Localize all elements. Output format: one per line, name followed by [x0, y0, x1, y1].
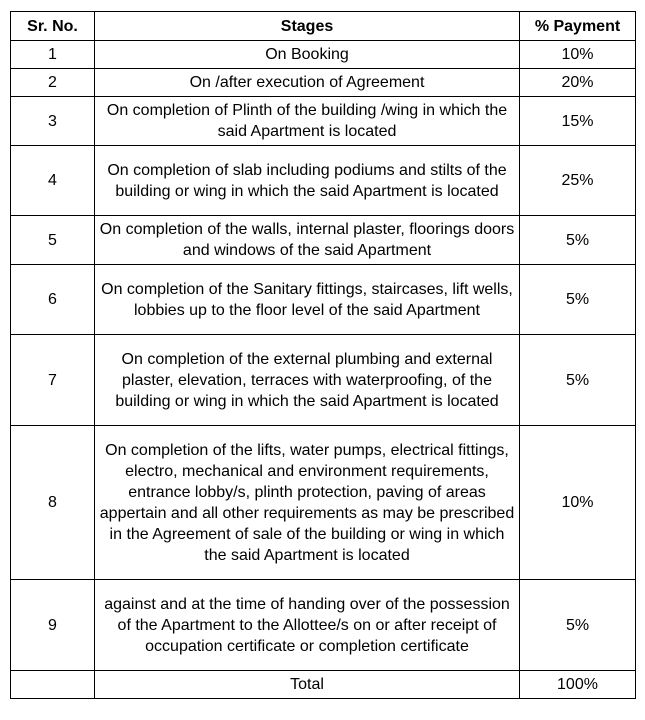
payment-cell: 25% — [520, 146, 636, 216]
sr-no-cell: 5 — [11, 216, 95, 265]
table-row — [11, 265, 636, 335]
sr-no-cell: 2 — [11, 69, 95, 97]
payment-cell: 15% — [520, 97, 636, 146]
payment-cell: 5% — [520, 335, 636, 426]
stage-cell: On /after execution of Agreement — [95, 69, 520, 97]
total-label: Total — [95, 671, 520, 699]
total-sr-cell — [11, 671, 95, 699]
sr-no-cell: 6 — [11, 265, 95, 335]
payment-cell: 10% — [520, 41, 636, 69]
table-row — [11, 97, 636, 146]
payment-cell: 5% — [520, 265, 636, 335]
payment-cell: 10% — [520, 426, 636, 580]
sr-no-cell: 7 — [11, 335, 95, 426]
header-payment: % Payment — [520, 12, 636, 41]
table-row — [11, 216, 636, 265]
stage-cell: On completion of the Sanitary fittings, staircases, lift wells, lobbies up to the floor level of the said Apartment — [95, 265, 520, 335]
table-row — [11, 335, 636, 426]
table-row — [11, 146, 636, 216]
payment-cell: 5% — [520, 580, 636, 671]
total-payment: 100% — [520, 671, 636, 699]
payment-schedule-table — [10, 11, 636, 699]
sr-no-cell: 9 — [11, 580, 95, 671]
sr-no-cell: 3 — [11, 97, 95, 146]
stage-cell: On completion of the walls, internal plaster, floorings doors and windows of the said Apartment — [95, 216, 520, 265]
sr-no-cell: 1 — [11, 41, 95, 69]
header-stages: Stages — [95, 12, 520, 41]
stage-cell: On completion of the external plumbing and external plaster, elevation, terraces with waterproofing, of the building or wing in which the said Apartment is located — [95, 335, 520, 426]
table-row — [11, 41, 636, 69]
table-row — [11, 69, 636, 97]
stage-cell: On Booking — [95, 41, 520, 69]
sr-no-cell: 8 — [11, 426, 95, 580]
stage-cell: On completion of the lifts, water pumps, electrical fittings, electro, mechanical and environment requirements, entrance lobby/s, plinth protection, paving of areas appertain and all other requirements as may be prescribed in the Agreement of sale of the building or wing in which the said Apartment is located — [95, 426, 520, 580]
payment-cell: 5% — [520, 216, 636, 265]
header-sr-no: Sr. No. — [11, 12, 95, 41]
sr-no-cell: 4 — [11, 146, 95, 216]
stage-cell: against and at the time of handing over of the possession of the Apartment to the Allottee/s on or after receipt of occupation certificate or completion certificate — [95, 580, 520, 671]
table-row — [11, 580, 636, 671]
table-row — [11, 426, 636, 580]
payment-cell: 20% — [520, 69, 636, 97]
stage-cell: On completion of slab including podiums and stilts of the building or wing in which the said Apartment is located — [95, 146, 520, 216]
stage-cell: On completion of Plinth of the building /wing in which the said Apartment is located — [95, 97, 520, 146]
total-row — [11, 671, 636, 699]
header-row — [11, 12, 636, 41]
